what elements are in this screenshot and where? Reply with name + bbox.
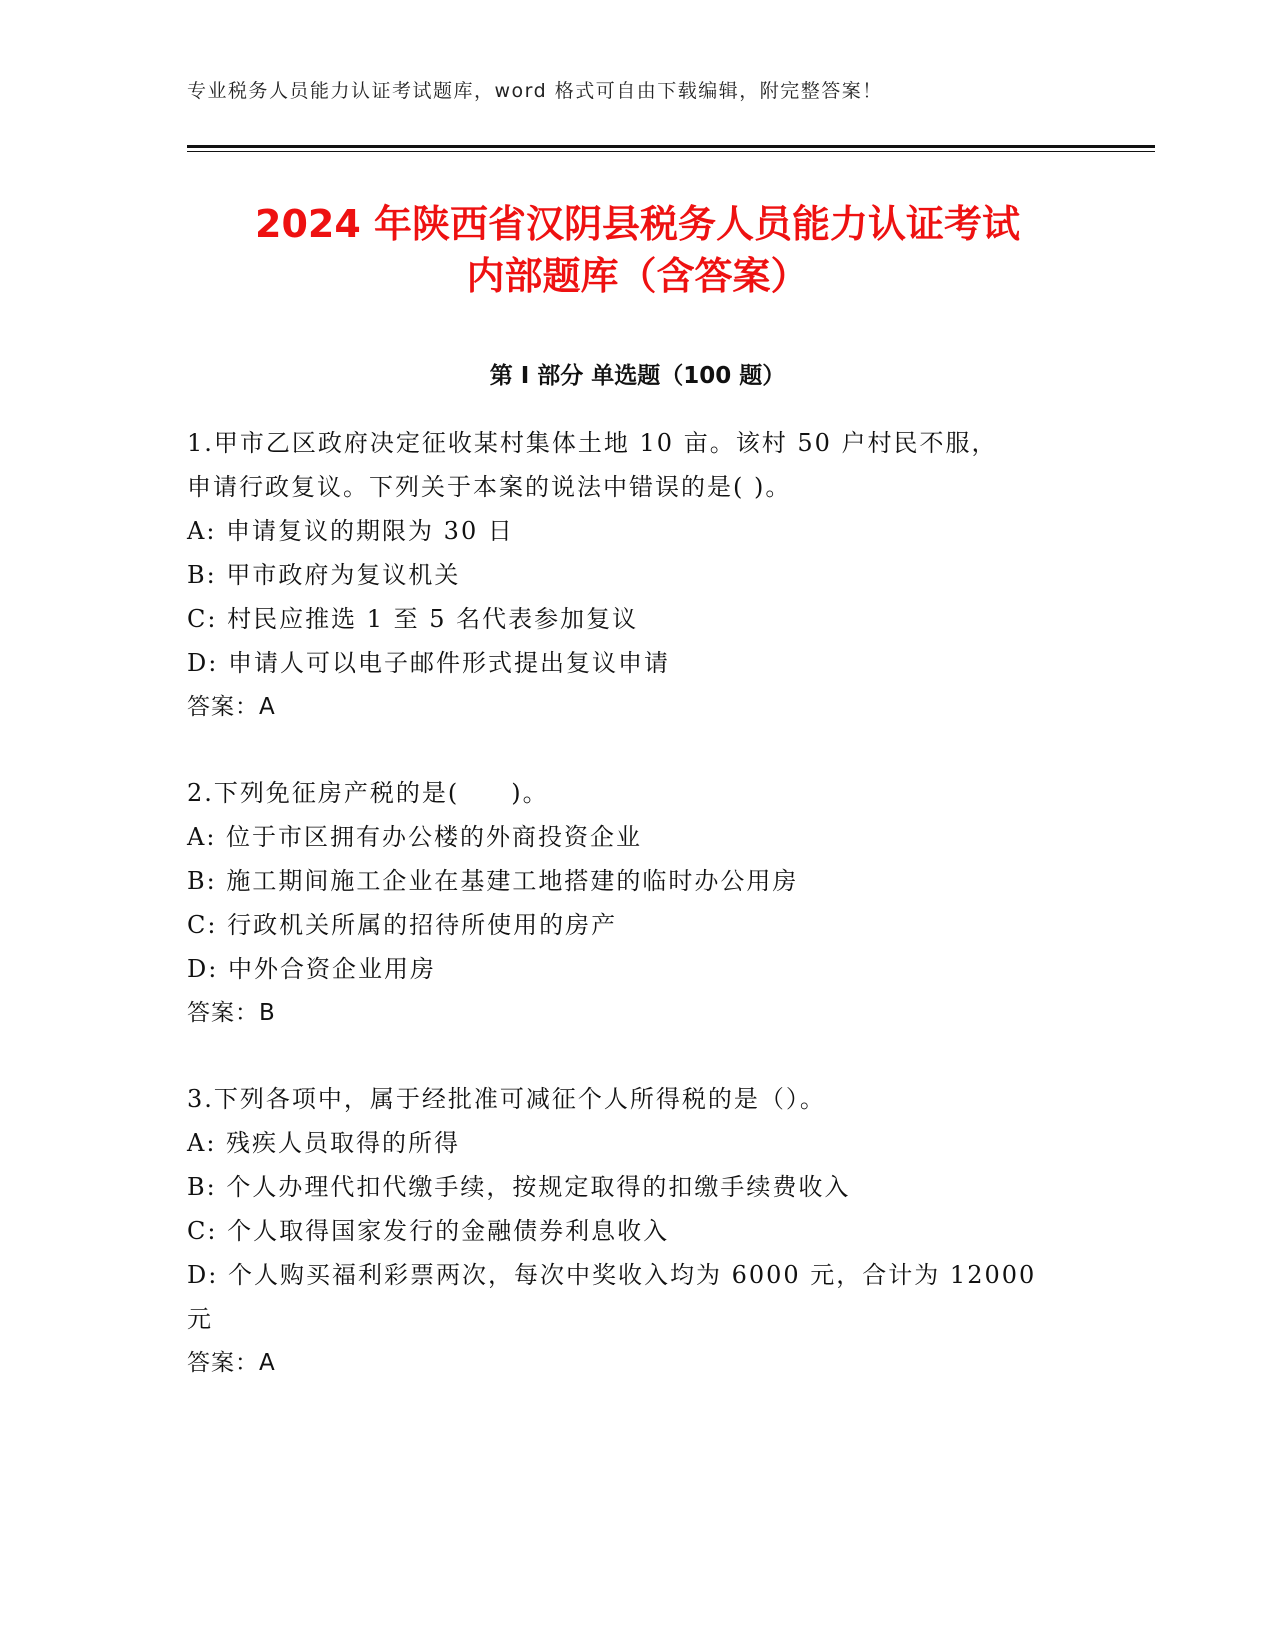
page-header-text: 专业税务人员能力认证考试题库，word 格式可自由下载编辑，附完整答案！ xyxy=(187,80,883,102)
document-title-line-2: 内部题库（含答案） xyxy=(466,254,809,298)
option-a: A: 位于市区拥有办公楼的外商投资企业 xyxy=(187,823,643,851)
option-b: B: 甲市政府为复议机关 xyxy=(187,561,461,589)
answer-line: 答案：B xyxy=(187,1000,276,1026)
question-stem-line: 1.甲市乙区政府决定征收某村集体土地 10 亩。该村 50 户村民不服， xyxy=(187,429,998,457)
question-stem-line: 3.下列各项中，属于经批准可减征个人所得税的是（）。 xyxy=(187,1085,826,1113)
question-stem-line: 申请行政复议。下列关于本案的说法中错误的是( )。 xyxy=(187,473,792,501)
answer-line: 答案：A xyxy=(187,694,276,720)
option-d-continuation: 元 xyxy=(187,1305,213,1333)
document-title xyxy=(140,198,1135,302)
option-b: B: 施工期间施工企业在基建工地搭建的临时办公用房 xyxy=(187,867,799,895)
option-a: A: 残疾人员取得的所得 xyxy=(187,1129,461,1157)
header-rule-thin xyxy=(187,151,1155,152)
option-c: C: 个人取得国家发行的金融债券利息收入 xyxy=(187,1217,670,1245)
option-d: D: 个人购买福利彩票两次，每次中奖收入均为 6000 元，合计为 12000 xyxy=(187,1261,1037,1289)
document-title-line-1: 2024 年陕西省汉阴县税务人员能力认证考试 xyxy=(255,202,1020,246)
header-rule-thick xyxy=(187,145,1155,148)
option-b: B: 个人办理代扣代缴手续，按规定取得的扣缴手续费收入 xyxy=(187,1173,851,1201)
option-a: A: 申请复议的期限为 30 日 xyxy=(187,517,514,545)
option-c: C: 行政机关所属的招待所使用的房产 xyxy=(187,911,618,939)
option-c: C: 村民应推选 1 至 5 名代表参加复议 xyxy=(187,605,639,633)
section-title: 第 I 部分 单选题（100 题） xyxy=(489,363,786,389)
question-stem-line: 2.下列免征房产税的是( )。 xyxy=(187,779,549,807)
option-d: D: 申请人可以电子邮件形式提出复议申请 xyxy=(187,649,670,677)
option-d: D: 中外合资企业用房 xyxy=(187,955,436,983)
answer-line: 答案：A xyxy=(187,1350,276,1376)
